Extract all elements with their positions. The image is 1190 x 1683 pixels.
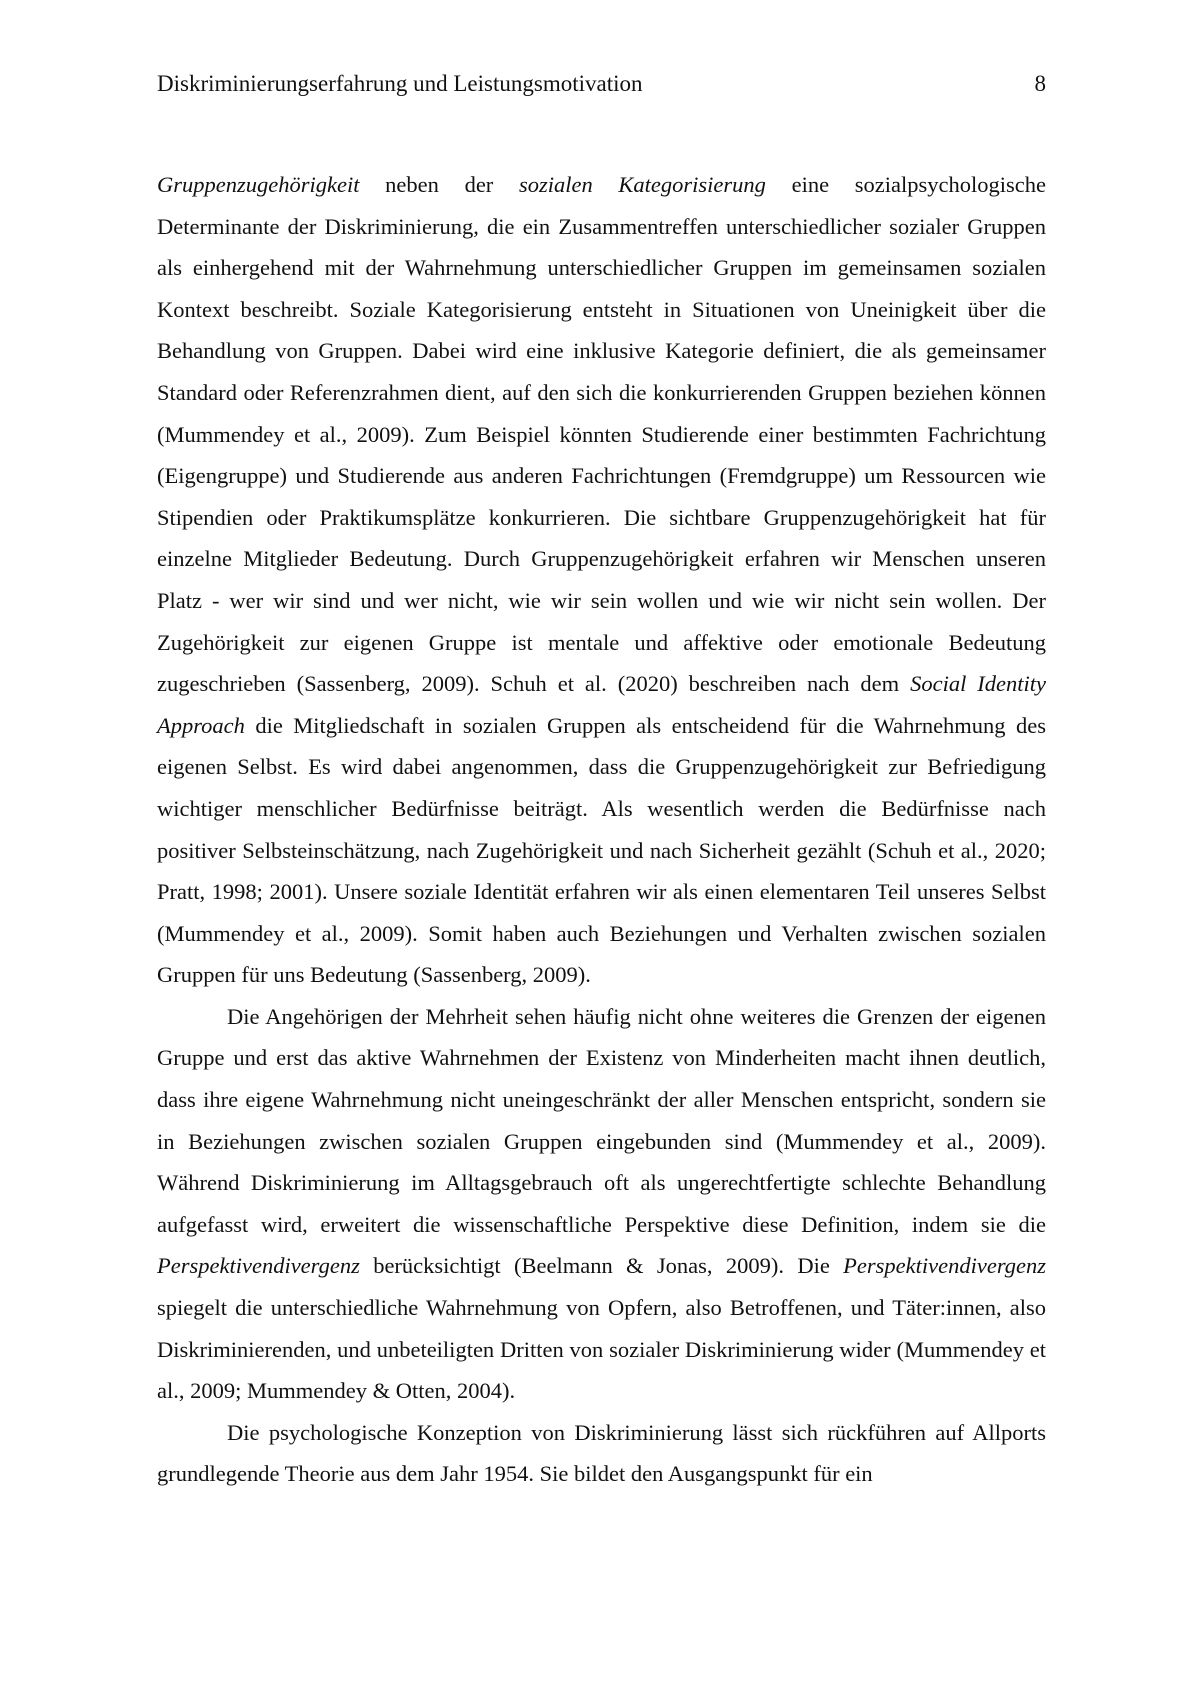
text-segment: die Mitgliedschaft in sozialen Gruppen als entscheidend für die Wahrnehmung des eigenen Selbst. Es wird dabei angenommen, dass die Gruppenzugehörigkeit zur Befriedigung wichtiger menschlicher Bedürfnisse beiträgt. Als wesentlich werden die Bedürfnisse nach positiver Selbsteinschätzung, nach Zugehörigkeit und nach Sicherheit gezählt (Schuh et al., 2020; Pratt, 1998; 2001). Unsere soziale Identität erfahren wir als einen elementaren Teil unseres Selbst (Mummendey et al., 2009). Somit haben auch Beziehungen und Verhalten zwischen sozialen Gruppen für uns Bedeutung (Sassenberg, 2009). — [157, 712, 1046, 988]
running-head: Diskriminierungserfahrung und Leistungsmotivation — [157, 71, 643, 96]
text-segment: spiegelt die unterschiedliche Wahrnehmung von Opfern, also Betroffenen, und Täter:innen, also Diskriminierenden, und unbeteiligten Dritten von sozialer Diskriminierung wider (Mummendey et al., 2009; Mummendey & Otten, 2004). — [157, 1295, 1046, 1404]
text-segment: Social Identity Approach — [157, 671, 1046, 738]
text-segment: Gruppenzugehörigkeit — [157, 172, 360, 197]
text-segment: sozialen Kategorisierung — [518, 172, 766, 197]
text-segment: Perspektivendivergenz — [157, 1253, 360, 1279]
text-segment: Die psychologische Konzeption von Diskriminierung lässt sich rückführen auf Allports grundlegende Theorie aus dem Jahr 1954. Sie bildet den Ausgangspunkt für ein — [157, 1419, 1046, 1487]
text-segment: neben der — [359, 172, 519, 197]
body-text — [157, 164, 1046, 1495]
page-number: 8 — [1034, 71, 1046, 96]
text-segment: Perspektivendivergenz — [843, 1253, 1046, 1279]
text-segment: eine sozialpsychologische Determinante der Diskriminierung, die ein Zusammentreffen unterschiedlicher sozialer Gruppen als einhergehend mit der Wahrnehmung unterschiedlicher Gruppen im gemeinsamen sozialen Kontext beschreibt. Soziale Kategorisierung entsteht in Situationen von Uneinigkeit über die Behandlung von Gruppen. Dabei wird eine inklusive Kategorie definiert, die als gemeinsamer Standard oder Referenzrahmen dient, auf den sich die konkurrierenden Gruppen beziehen können (Mummendey et al., 2009). Zum Beispiel könnten Studierende einer bestimmten Fachrichtung (Eigengruppe) und Studierende aus anderen Fachrichtungen (Fremdgruppe) um Ressourcen wie Stipendien oder Praktikumsplätze konkurrieren. Die sichtbare Gruppenzugehörigkeit hat für einzelne Mitglieder Bedeutung. Durch Gruppenzugehörigkeit erfahren wir Menschen unseren Platz - wer wir sind und wer nicht, wie wir sein wollen und wie wir nicht sein wollen. Der Zugehörigkeit zur eigenen Gruppe ist mentale und affektive oder emotionale Bedeutung zugeschrieben (Sassenberg, 2009). Schuh et al. (2020) beschreiben nach dem — [157, 172, 1046, 697]
paragraph-3 — [157, 1412, 1046, 1495]
page-header — [157, 71, 1046, 105]
paragraph-1 — [157, 164, 1046, 996]
text-segment: berücksichtigt (Beelmann & Jonas, 2009). Die — [359, 1253, 844, 1279]
text-segment: Die Angehörigen der Mehrheit sehen häufig nicht ohne weiteres die Grenzen der eigenen Gruppe und erst das aktive Wahrnehmen der Existenz von Minderheiten macht ihnen deutlich, dass ihre eigene Wahrnehmung nicht uneingeschränkt der aller Menschen entspricht, sondern sie in Beziehungen zwischen sozialen Gruppen eingebunden sind (Mummendey et al., 2009). Während Diskriminierung im Alltagsgebrauch oft als ungerechtfertigte schlechte Behandlung aufgefasst wird, erweitert die wissenschaftliche Perspektive diese Definition, indem sie die — [157, 1003, 1046, 1237]
paragraph-2 — [157, 996, 1046, 1412]
